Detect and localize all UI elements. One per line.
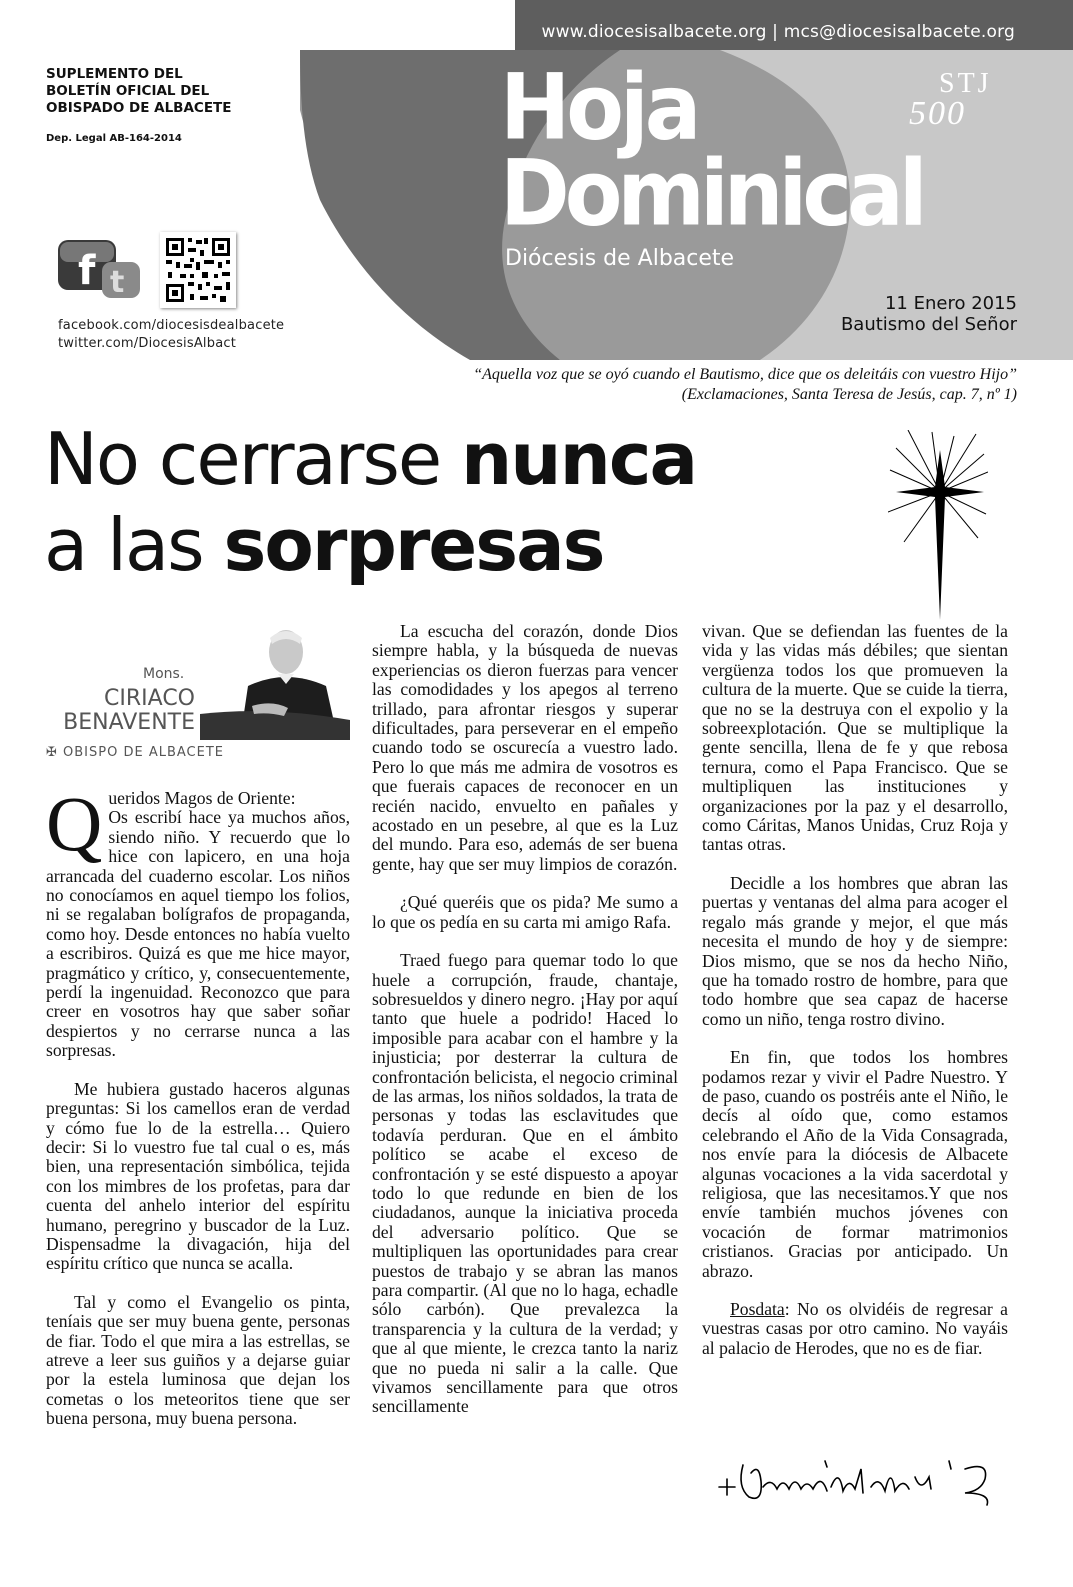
- paragraph: La escucha del corazón, donde Dios siempre habla, y la búsqueda de nuevas experiencias os dieron fuerzas para vencer las comodidades y los apegos al terreno trillado, para afrontar riesgos y superar dificultades, para perseverar en el empeño cuando todo se oscurecía a vuestro lado. Pero lo que más me admira de vosotros es que fuerais capaces de reconocer en un recién nacido, envuelto en pañales y acostado en un pesebre, al que es la Luz del mundo. Para eso, además de ser buena gente, hay que ser muy limpios de corazón.: [372, 621, 678, 874]
- supplement-line-1: SUPLEMENTO DEL: [46, 66, 183, 82]
- article-column-1: [46, 780, 350, 1448]
- qr-code[interactable]: [160, 232, 236, 308]
- postscript: [702, 1300, 1008, 1358]
- epigraph-quote: “Aquella voz que se oyó cuando el Bautismo, dice que os deleitáis con vuestro Hijo”: [473, 366, 1017, 383]
- postscript-text: : No os olvidéis de regresar a vuestras casas por otro camino. No vayáis al palacio de Herodes, que no es de fiar.: [702, 1299, 1008, 1358]
- stj-500-logo: [905, 64, 1015, 130]
- paragraph: Os escribí hace ya muchos años, siendo niño. Y recuerdo que lo hice con lapicero, en una hoja arrancada del cuaderno escolar. Los niños no conocíamos en aquel tiempo los folios, ni se regalaban bolígrafos de propaganda, como hoy. Desde entonces no había vuelto a escribiros. Quizá es que me hice mayor, pragmático y crítico, y, consecuentemente, perdí la ingenuidad. Reconozco que para creer en vosotros hay que saber soñar despiertos y no cerrarse nunca a las sorpresas.: [46, 807, 350, 1061]
- headline-part-1: No cerrarse: [44, 417, 462, 501]
- facebook-twitter-icon[interactable]: [58, 240, 142, 300]
- author-title: Mons.: [143, 666, 185, 682]
- salutation-text: ueridos Magos de Oriente:: [108, 788, 296, 808]
- paragraph: En fin, que todos los hombres podamos rezar y vivir el Padre Nuestro. Y de paso, cuando os postréis ante el Niño, le decís al oído que, como estamos celebrando el Año de la Vida Consagrada, nos envíe para la diócesis de Albacete algunas vocaciones a la vida sacerdotal y religiosa, que las necesitamos.Y que nos envíe también muchos jóvenes con vocación de formar matrimonios cristianos. Gracias por anticipado. Un abrazo.: [702, 1047, 1008, 1281]
- paragraph: Tal y como el Evangelio os pinta, teníais que ser muy buena gente, personas de fiar. Todo el que mira a las estrellas, se atreve a leer sus guiños y a dejarse guiar por la estela luminosa que dejan los cometas o los meteoritos tiene que ser buena persona, muy buena persona.: [46, 1291, 350, 1429]
- author-portrait: [200, 622, 350, 740]
- facebook-link[interactable]: facebook.com/diocesisdealbacete: [58, 318, 285, 333]
- issue-date: 11 Enero 2015: [884, 293, 1017, 314]
- logo-bottom-text: 500: [909, 95, 966, 130]
- author-first-name: CIRIACO: [104, 686, 195, 711]
- author-role: ✠ OBISPO DE ALBACETE: [46, 745, 224, 760]
- article-column-2: [372, 622, 678, 1436]
- legal-deposit: Dep. Legal AB-164-2014: [46, 133, 182, 144]
- logo-top-text: STJ: [939, 68, 992, 99]
- article-column-3: [702, 622, 1008, 1377]
- issue-feast: Bautismo del Señor: [840, 314, 1017, 335]
- supplement-line-2: BOLETÍN OFICIAL DEL: [46, 83, 210, 99]
- postscript-label: Posdata: [730, 1299, 785, 1319]
- supplement-notice: [46, 66, 231, 117]
- bishop-signature: [715, 1447, 1005, 1519]
- headline-part-2-bold: sorpresas: [223, 503, 604, 587]
- svg-text:f: f: [78, 248, 96, 294]
- supplement-line-3: OBISPADO DE ALBACETE: [46, 100, 232, 116]
- masthead-title-line-1: Hoja: [500, 54, 698, 161]
- author-last-name: BENAVENTE: [63, 710, 195, 735]
- twitter-link[interactable]: twitter.com/DiocesisAlbact: [58, 336, 237, 351]
- masthead-subtitle: Diócesis de Albacete: [505, 246, 735, 271]
- paragraph: Me hubiera gustado haceros algunas preguntas: Si los camellos eran de verdad y cómo fue lo de la estrella… Quiero decir: Si lo vuestro fue tal cual o es, más bien, una representación simbólica, tejida con los mimbres de los profetas, para dar cuenta del anhelo interior del espíritu humano, peregrino y buscador de la Luz. Dispensadme la divagación, hija del espíritu crítico que nunca se acalla.: [46, 1078, 350, 1274]
- masthead-title-line-2: Dominical: [500, 140, 923, 247]
- article-headline: [44, 416, 884, 588]
- headline-part-1-bold: nunca: [461, 417, 697, 501]
- headline-part-2: a las: [44, 503, 224, 587]
- paragraph: vivan. Que se defiendan las fuentes de la vida y las vidas más débiles; que sientan vergüenza todos los que promueven la cultura de la muerte. Que se cuide la tierra, que no se la destruya con el expolio y la sobreexplotación. Que se multiplique la gente sencilla, llena de fe y que rebosa ternura, como el Papa Francisco. Que se multipliquen las instituciones y organizaciones por la paz y el desarrollo, como Cáritas, Manos Unidas, Cruz Roja y tantas otras.: [702, 621, 1008, 855]
- star-of-bethlehem-icon: [888, 430, 988, 620]
- paragraph: Traed fuego para quemar todo lo que huele a corrupción, fraude, chantaje, sobresueldos y dinero negro. ¡Hay por aquí tanto que huele a podrido! Haced lo imposible para acabar con el hambre y la injusticia; por desterrar la cultura de confrontación belicista, el negocio criminal de las armas, los niños soldados, la trata de personas y todas las esclavitudes que todavía perduran. Que en el ámbito político se acabe el exceso de confrontación y se esté dispuesto a apoyar todo lo que redunde en bien de los ciudadanos, aunque la iniciativa proceda del adversario político. Que se multipliquen las oportunidades para crear puestos de trabajo y se abran las manos para compartir. (Al que no lo haga, echadle sólo carbón). Que prevalezca la transparencia y la cultura de la verdad; y que al que miente, le crezca tanto la nariz que no pueda ni salir a la calle. Que vivamos sencillamente para que otros sencillamente: [372, 950, 678, 1417]
- epigraph-source: (Exclamaciones, Santa Teresa de Jesús, cap. 7, nº 1): [681, 386, 1017, 403]
- paragraph: ¿Qué queréis que os pida? Me sumo a lo que os pedía en su carta mi amigo Rafa.: [372, 892, 678, 932]
- svg-text:t: t: [110, 265, 125, 300]
- contact-links[interactable]: www.diocesisalbacete.org | mcs@diocesisalbacete.org: [541, 22, 1015, 42]
- paragraph: Decidle a los hombres que abran las puertas y ventanas del alma para acoger el regalo más grande y mejor, el que más necesita el mundo de hoy y de siempre: Dios mismo, que se nos da hecho Niño, que ha tomado rostro de hombre, para que todo hombre que sea capaz de hacerse como un niño, tenga rostro divino.: [702, 872, 1008, 1029]
- drop-cap: Q: [46, 780, 103, 867]
- article-salutation: [46, 780, 350, 1061]
